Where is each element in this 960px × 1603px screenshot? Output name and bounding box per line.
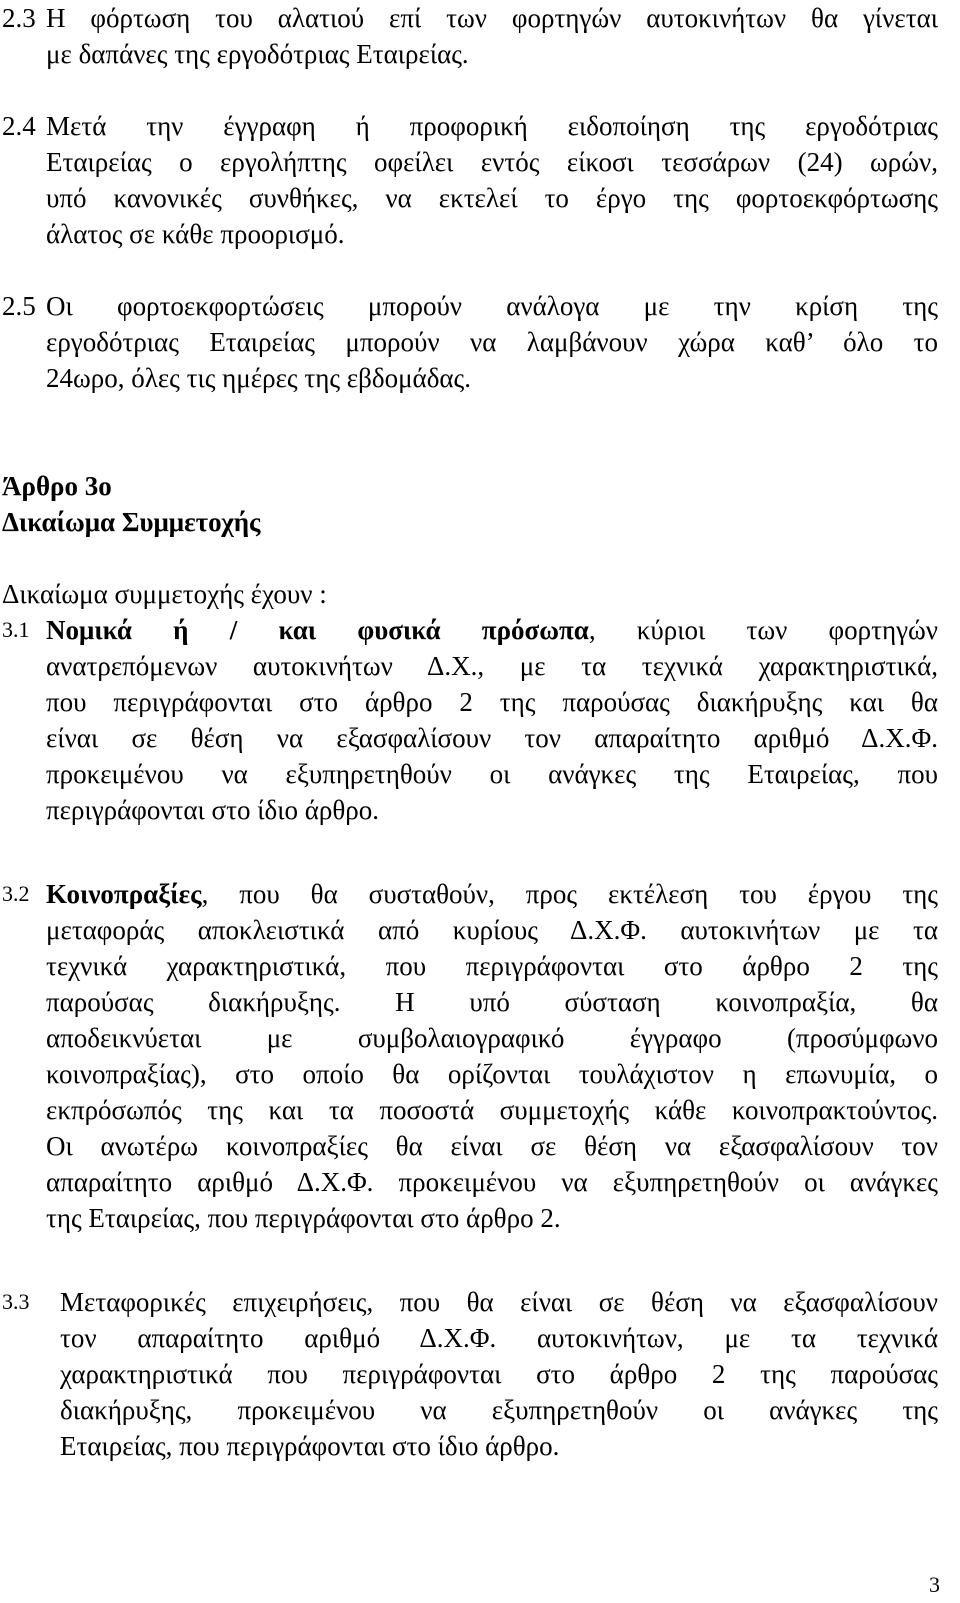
text-line: Η φόρτωση του αλατιού επί των φορτηγών αυτοκινήτων θα γίνεται <box>46 3 938 33</box>
text-line: είναι σε θέση να εξασφαλίσουν τον απαραίτητο αριθμό Δ.Χ.Φ. <box>46 723 938 753</box>
text-line: Μετά την έγγραφη ή προφορική ειδοποίηση της εργοδότριας <box>46 111 938 141</box>
text-line: τον απαραίτητο αριθμό Δ.Χ.Φ. αυτοκινήτων, με τα τεχνικά <box>60 1323 938 1353</box>
text-line: 24ωρο, όλες τις ημέρες της εβδομάδας. <box>46 363 471 393</box>
text-line: Μεταφορικές επιχειρήσεις, που θα είναι σε θέση να εξασφαλίσουν <box>60 1287 938 1317</box>
text-line: ανατρεπόμενων αυτοκινήτων Δ.Χ., με τα τεχνικά χαρακτηριστικά, <box>46 651 938 681</box>
text-line <box>46 612 938 648</box>
text-line: παρούσας διακήρυξης. Η υπό σύσταση κοινοπραξία, θα <box>46 987 938 1017</box>
bold-term: Νομικά ή / και φυσικά πρόσωπα <box>46 615 589 645</box>
article-subtitle: Δικαίωμα Συμμετοχής <box>2 507 261 537</box>
text-fragment: , κύριοι των φορτηγών <box>588 615 938 645</box>
text-line: μεταφοράς αποκλειστικά από κυρίους Δ.Χ.Φ. αυτοκινήτων με τα <box>46 915 938 945</box>
paragraph-number: 3.1 <box>2 617 30 642</box>
text-line: περιγράφονται στο ίδιο άρθρο. <box>46 795 379 825</box>
text-line: αποδεικνύεται με συμβολαιογραφικό έγγραφο (προσύμφωνο <box>46 1023 938 1053</box>
page-number: 3 <box>929 1572 940 1597</box>
bold-term: Κοινοπραξίες <box>46 879 202 909</box>
text-line: απαραίτητο αριθμό Δ.Χ.Φ. προκειμένου να εξυπηρετηθούν οι ανάγκες <box>46 1167 938 1197</box>
text-line: προκειμένου να εξυπηρετηθούν οι ανάγκες της Εταιρείας, που <box>46 759 938 789</box>
text-fragment: , που θα συσταθούν, προς εκτέλεση του έργου της <box>201 879 938 909</box>
article-intro: Δικαίωμα συμμετοχής έχουν : <box>2 579 327 609</box>
text-line: εκπρόσωπός της και τα ποσοστά συμμετοχής κάθε κοινοπρακτούντος. <box>46 1095 938 1125</box>
paragraph-number: 3.3 <box>2 1289 30 1314</box>
text-line: χαρακτηριστικά που περιγράφονται στο άρθρο 2 της παρούσας <box>60 1359 938 1389</box>
text-line: που περιγράφονται στο άρθρο 2 της παρούσας διακήρυξης και θα <box>46 687 938 717</box>
text-line: διακήρυξης, προκειμένου να εξυπηρετηθούν οι ανάγκες της <box>60 1395 938 1425</box>
text-line <box>46 876 938 912</box>
paragraph-number: 2.4 <box>2 111 36 141</box>
text-line: κοινοπραξίας), στο οποίο θα ορίζονται τουλάχιστον η επωνυμία, ο <box>46 1059 938 1089</box>
text-line: με δαπάνες της εργοδότριας Εταιρείας. <box>46 39 469 69</box>
text-line: Οι φορτοεκφορτώσεις μπορούν ανάλογα με την κρίση της <box>46 291 938 321</box>
text-line: Εταιρείας, που περιγράφονται στο ίδιο άρθρο. <box>60 1431 560 1461</box>
text-line: Οι ανωτέρω κοινοπραξίες θα είναι σε θέση να εξασφαλίσουν τον <box>46 1131 938 1161</box>
paragraph-number: 2.3 <box>2 3 36 33</box>
article-title: Άρθρο 3ο <box>2 471 112 501</box>
text-line: εργοδότριας Εταιρείας μπορούν να λαμβάνουν χώρα καθ’ όλο το <box>46 327 938 357</box>
paragraph-number: 2.5 <box>2 291 36 321</box>
paragraph-number: 3.2 <box>2 881 30 906</box>
text-line: της Εταιρείας, που περιγράφονται στο άρθρο 2. <box>46 1203 561 1233</box>
text-line: τεχνικά χαρακτηριστικά, που περιγράφονται στο άρθρο 2 της <box>46 951 938 981</box>
text-line: υπό κανονικές συνθήκες, να εκτελεί το έργο της φορτοεκφόρτωσης <box>46 183 938 213</box>
text-line: Εταιρείας ο εργολήπτης οφείλει εντός είκοσι τεσσάρων (24) ωρών, <box>46 147 938 177</box>
text-line: άλατος σε κάθε προορισμό. <box>46 219 345 249</box>
